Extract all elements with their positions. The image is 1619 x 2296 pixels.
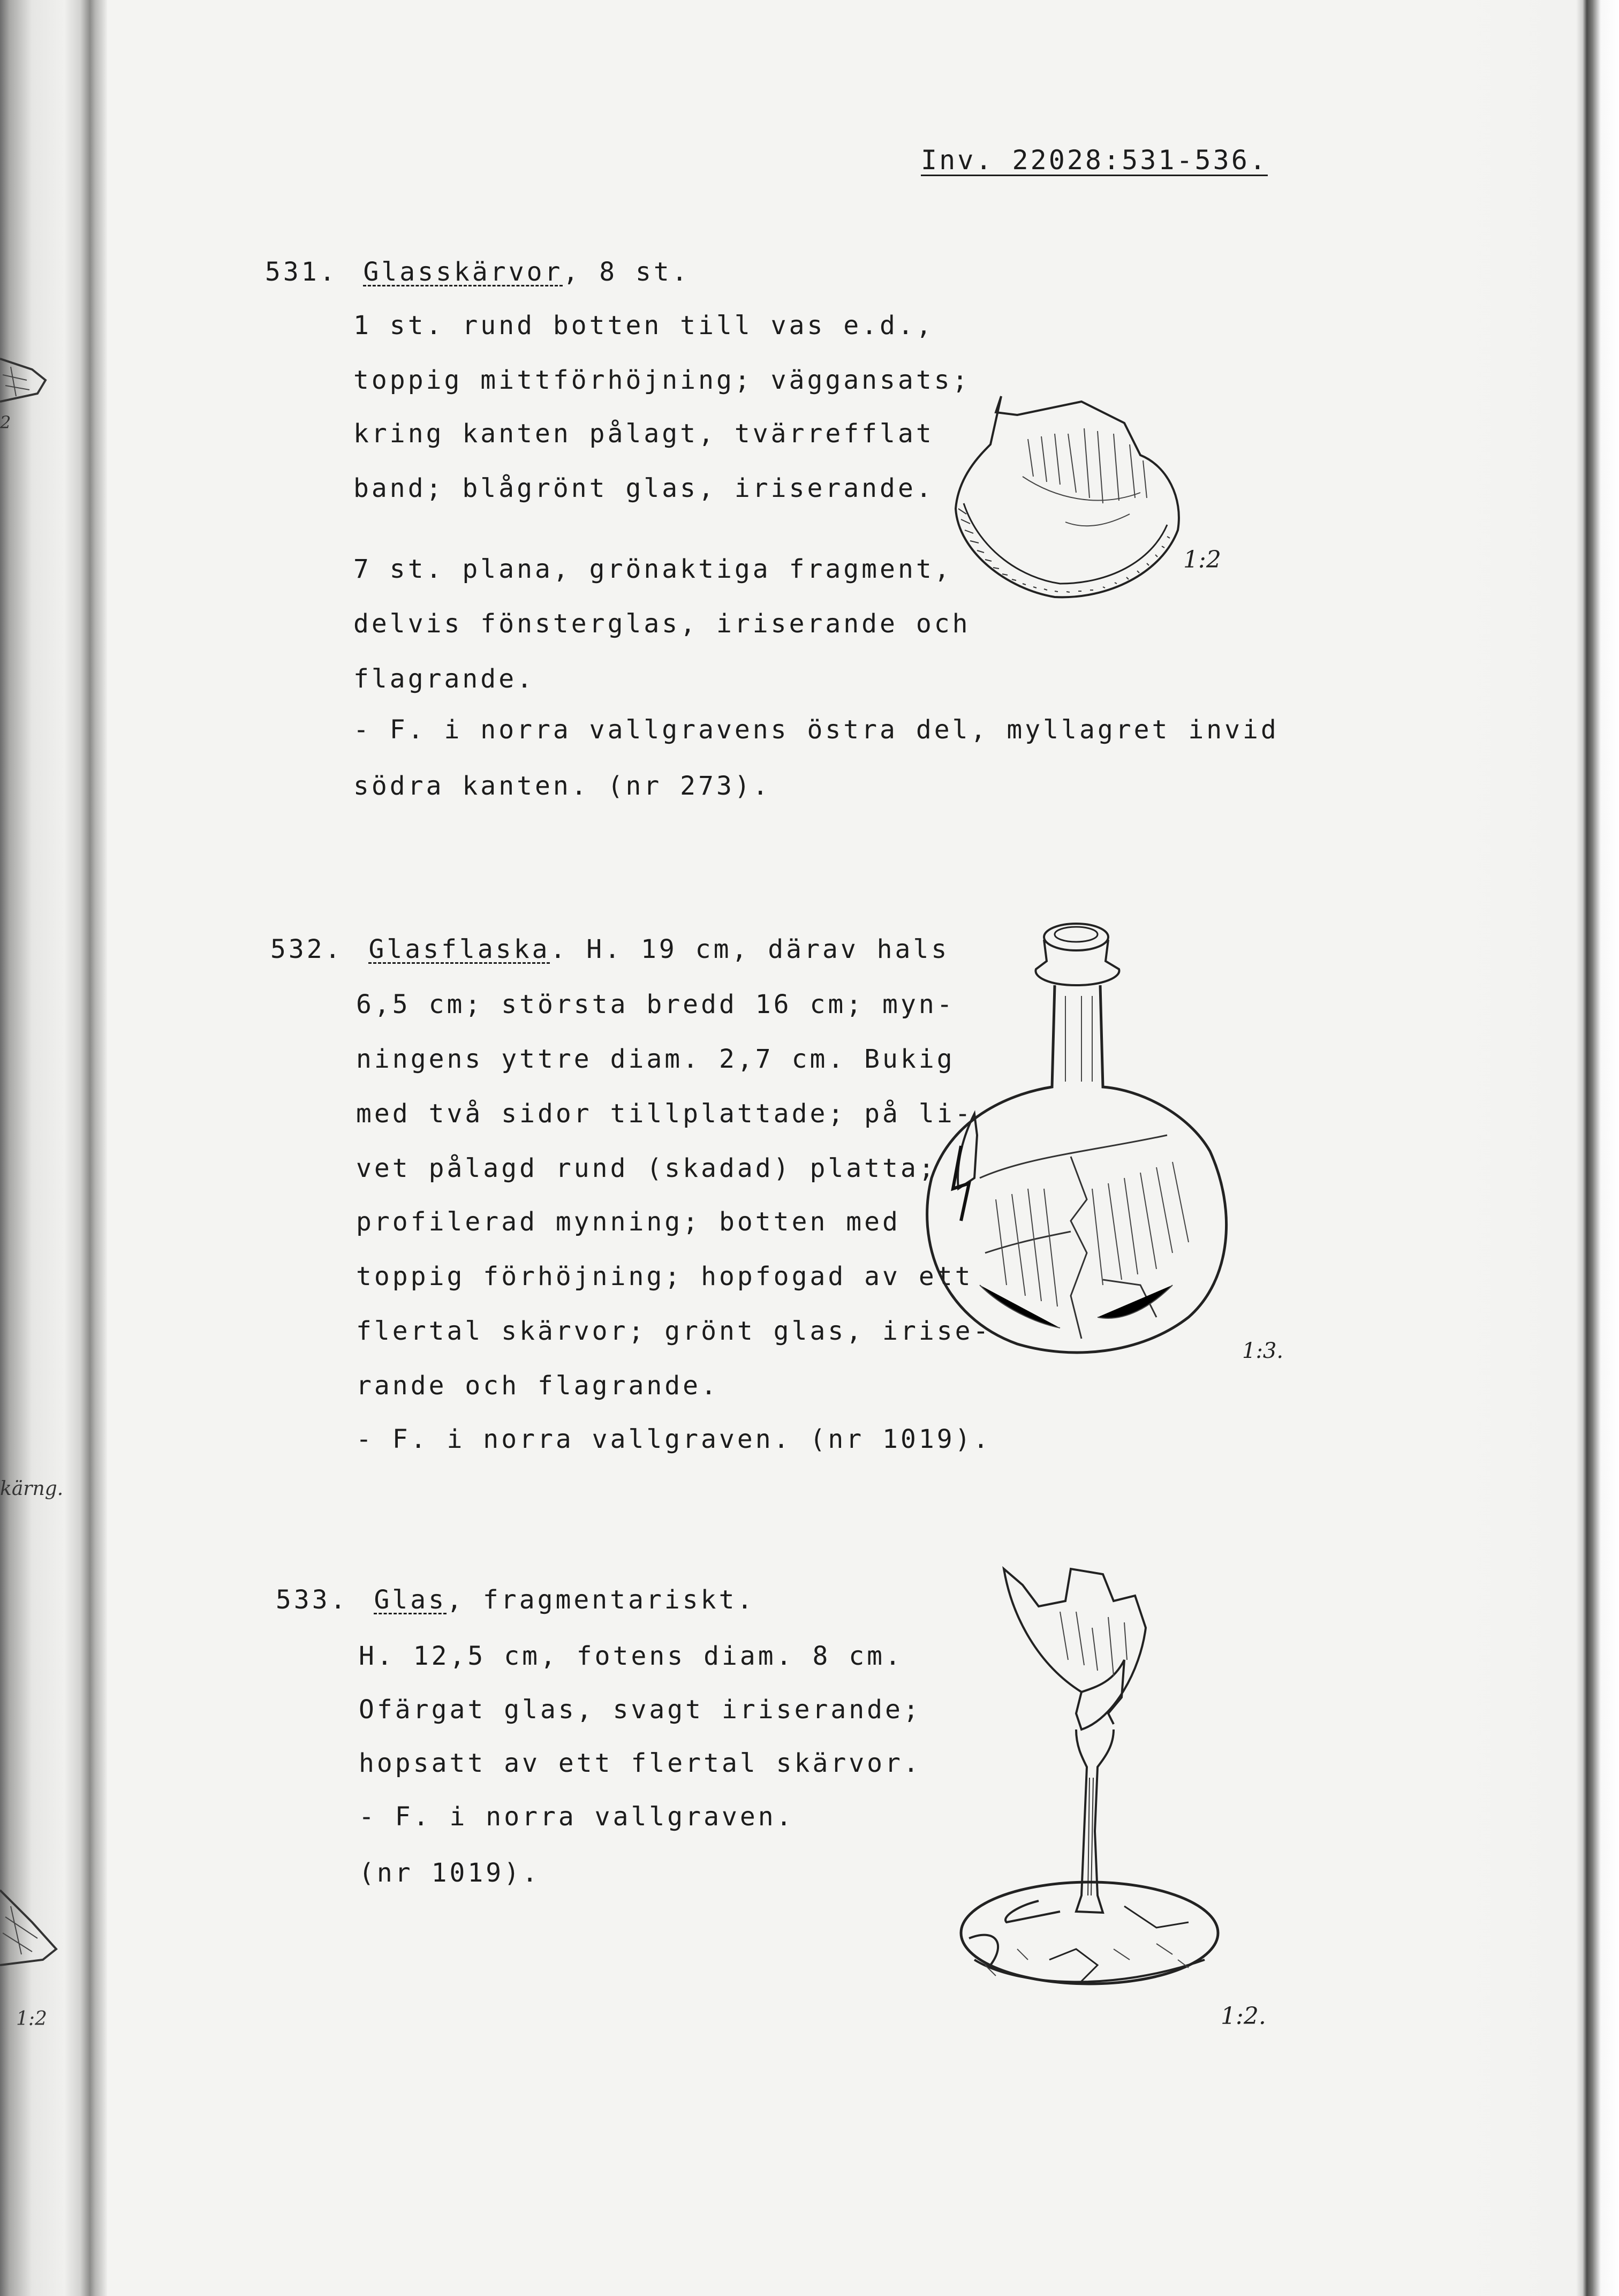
entry-title-suffix: . H. 19 cm, därav hals	[550, 934, 950, 964]
entry-line: - F. i norra vallgraven.	[359, 1802, 795, 1832]
entry-line: 7 st. plana, grönaktiga fragment,	[353, 554, 952, 584]
entry-line: med två sidor tillplattade; på li-	[356, 1099, 973, 1129]
entry-title-suffix: , fragmentariskt.	[447, 1585, 755, 1615]
entry-line: 1 st. rund botten till vas e.d.,	[353, 311, 934, 341]
entry-number: 532.	[270, 934, 343, 964]
neighbor-scale-bottom: 1:2	[16, 2008, 47, 2030]
entry-line: (nr 1019).	[359, 1858, 540, 1888]
scale-label: 1:3.	[1242, 1339, 1284, 1363]
entry-line: Ofärgat glas, svagt iriserande;	[359, 1695, 921, 1725]
entry-line: kring kanten pålagt, tvärrefflat	[353, 419, 934, 449]
entry-title: Glas	[374, 1585, 447, 1615]
neighbor-sketch-bottom	[0, 1885, 64, 1970]
entry-line: hopsatt av ett flertal skärvor.	[359, 1748, 921, 1778]
entry-title: Glasskärvor	[363, 257, 563, 287]
entry-line: toppig förhöjning; hopfogad av ett	[356, 1262, 973, 1292]
glass-goblet-drawing	[953, 1553, 1269, 2061]
entry-line: profilerad mynning; botten med	[356, 1207, 901, 1237]
entry-number: 531.	[265, 257, 338, 287]
entry-line: toppig mittförhöjning; väggansats;	[353, 365, 971, 395]
entry-line: band; blågrönt glas, iriserande.	[353, 473, 934, 503]
glass-fragment-drawing	[948, 391, 1199, 616]
entry-line: flagrande.	[353, 664, 535, 694]
entry-line: rande och flagrande.	[356, 1371, 719, 1401]
entry-line: flertal skärvor; grönt glas, irise-	[356, 1316, 992, 1346]
inventory-number: Inv. 22028:531-536.	[921, 145, 1268, 176]
scale-label: 1:2	[1183, 546, 1221, 573]
entry-line: vet pålagd rund (skadad) platta;	[356, 1153, 937, 1183]
entry-line: 6,5 cm; största bredd 16 cm; myn-	[356, 990, 955, 1019]
entry-title-suffix: , 8 st.	[563, 257, 690, 287]
entry-number: 533.	[276, 1585, 349, 1615]
entry-line: - F. i norra vallgraven. (nr 1019).	[356, 1424, 992, 1454]
neighbor-sketch-top	[0, 343, 54, 418]
entry-line: delvis fönsterglas, iriserande och	[353, 609, 971, 639]
entry-line: - F. i norra vallgravens östra del, myllagret invid	[353, 715, 1279, 745]
entry-line: H. 12,5 cm, fotens diam. 8 cm.	[359, 1641, 903, 1671]
neighbor-scale-top: 2	[0, 412, 11, 433]
page-edge-right	[1442, 0, 1619, 2296]
neighbor-word: kärng.	[0, 1478, 64, 1500]
scale-label: 1:2.	[1221, 2003, 1266, 2030]
entry-line: ningens yttre diam. 2,7 cm. Bukig	[356, 1044, 955, 1074]
entry-title: Glasflaska	[368, 934, 550, 964]
entry-line: södra kanten. (nr 273).	[353, 771, 771, 801]
